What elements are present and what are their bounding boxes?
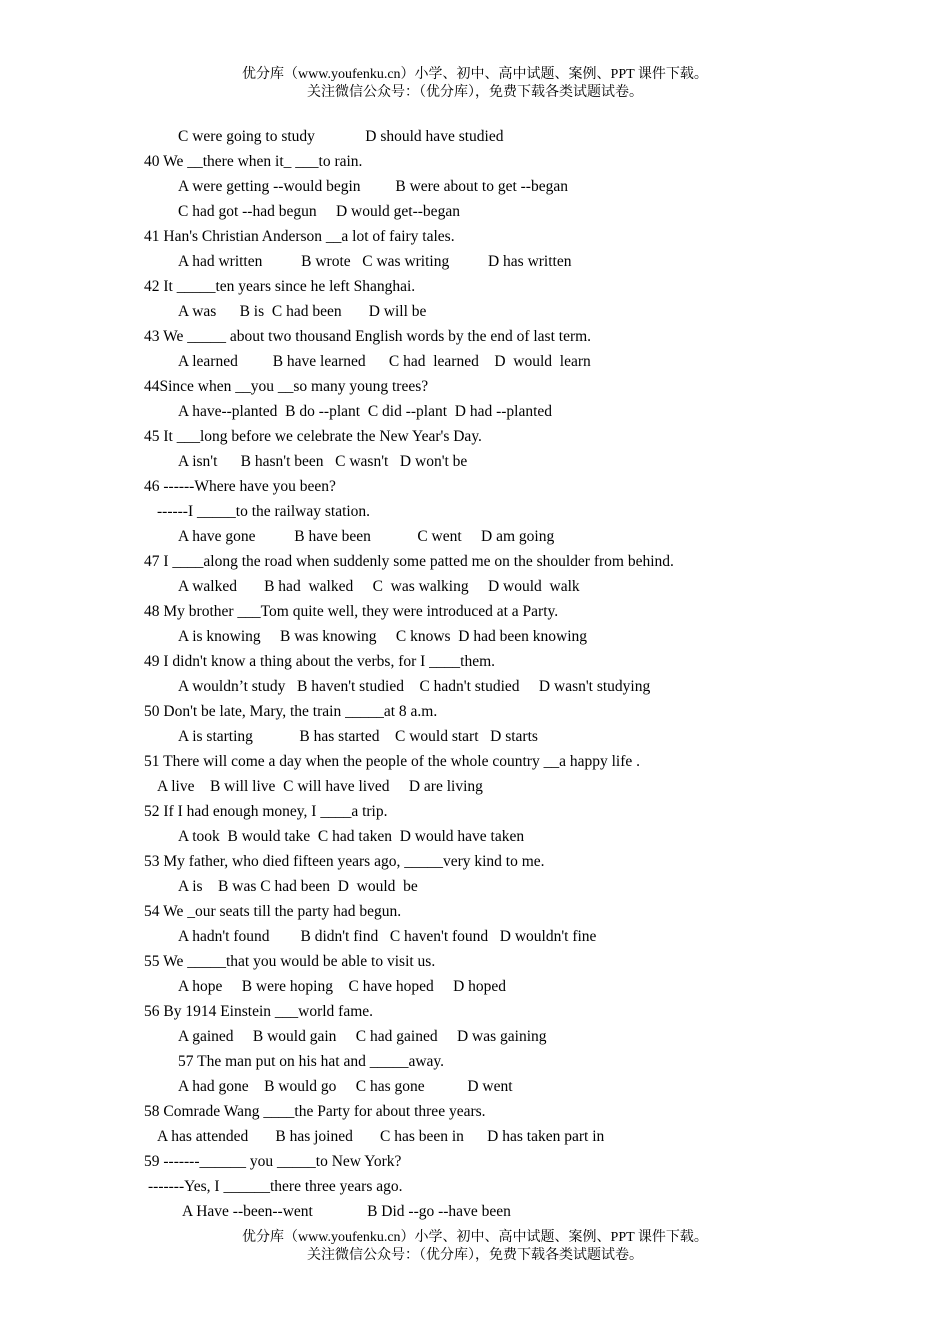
options-48: A is knowing B was knowing C knows D had been knowing xyxy=(178,628,588,645)
question-49: 49 I didn't know a thing about the verbs, for I ____them. xyxy=(144,653,496,670)
header-line-1: 优分库（www.youfenku.cn）小学、初中、高中试题、案例、PPT 课件下载。 xyxy=(242,67,708,82)
question-50: 50 Don't be late, Mary, the train _____at 8 a.m. xyxy=(144,703,438,720)
options-59: A Have --been--went B Did --go --have been xyxy=(182,1203,511,1220)
options-53: A is B was C had been D would be xyxy=(178,878,418,895)
question-45: 45 It ___long before we celebrate the New Year's Day. xyxy=(144,428,482,445)
page-header xyxy=(0,66,950,102)
question-59-reply: -------Yes, I ______there three years ago. xyxy=(148,1178,403,1195)
options-41: A had written B wrote C was writing D has written xyxy=(178,253,572,270)
options-50: A is starting B has started C would start D starts xyxy=(178,728,538,745)
footer-line-2: 关注微信公众号：（优分库），免费下载各类试题试卷。 xyxy=(307,1248,643,1263)
question-51: 51 There will come a day when the people of the whole country __a happy life . xyxy=(144,753,640,770)
question-58: 58 Comrade Wang ____the Party for about three years. xyxy=(144,1103,486,1120)
page-footer xyxy=(0,1229,950,1265)
question-44: 44Since when __you __so many young trees? xyxy=(144,378,429,395)
options-56: A gained B would gain C had gained D was gaining xyxy=(178,1028,547,1045)
question-48: 48 My brother ___Tom quite well, they were introduced at a Party. xyxy=(144,603,559,620)
header-line-2: 关注微信公众号：（优分库），免费下载各类试题试卷。 xyxy=(307,85,643,100)
options-58: A has attended B has joined C has been in D has taken part in xyxy=(157,1128,605,1145)
options-51: A live B will live C will have lived D are living xyxy=(157,778,483,795)
question-43: 43 We _____ about two thousand English words by the end of last term. xyxy=(144,328,592,345)
question-41: 41 Han's Christian Anderson __a lot of fairy tales. xyxy=(144,228,455,245)
options-40-ab: A were getting --would begin B were about to get --began xyxy=(178,178,568,195)
options-39-cd: C were going to study D should have studied xyxy=(178,128,504,145)
options-54: A hadn't found B didn't find C haven't found D wouldn't fine xyxy=(178,928,597,945)
question-46-reply: ------I _____to the railway station. xyxy=(157,503,371,520)
options-49: A wouldn’t study B haven't studied C hadn't studied D wasn't studying xyxy=(178,678,651,695)
question-53: 53 My father, who died fifteen years ago, _____very kind to me. xyxy=(144,853,545,870)
question-46: 46 ------Where have you been? xyxy=(144,478,336,495)
question-55: 55 We _____that you would be able to visit us. xyxy=(144,953,436,970)
question-56: 56 By 1914 Einstein ___world fame. xyxy=(144,1003,374,1020)
question-52: 52 If I had enough money, I ____a trip. xyxy=(144,803,388,820)
options-42: A was B is C had been D will be xyxy=(178,303,427,320)
footer-line-1: 优分库（www.youfenku.cn）小学、初中、高中试题、案例、PPT 课件下载。 xyxy=(242,1230,708,1245)
question-42: 42 It _____ten years since he left Shanghai. xyxy=(144,278,416,295)
options-47: A walked B had walked C was walking D would walk xyxy=(178,578,580,595)
options-45: A isn't B hasn't been C wasn't D won't be xyxy=(178,453,468,470)
options-44: A have--planted B do --plant C did --plant D had --planted xyxy=(178,403,553,420)
question-40: 40 We __there when it_ ___to rain. xyxy=(144,153,363,170)
question-54: 54 We _our seats till the party had begun. xyxy=(144,903,402,920)
options-40-cd: C had got --had begun D would get--began xyxy=(178,203,460,220)
options-52: A took B would take C had taken D would have taken xyxy=(178,828,525,845)
options-43: A learned B have learned C had learned D would learn xyxy=(178,353,591,370)
question-57: 57 The man put on his hat and _____away. xyxy=(178,1053,445,1070)
options-57: A had gone B would go C has gone D went xyxy=(178,1078,513,1095)
question-47: 47 I ____along the road when suddenly some patted me on the shoulder from behind. xyxy=(144,553,674,570)
options-55: A hope B were hoping C have hoped D hoped xyxy=(178,978,507,995)
question-59: 59 -------______ you _____to New York? xyxy=(144,1153,402,1170)
options-46: A have gone B have been C went D am going xyxy=(178,528,555,545)
